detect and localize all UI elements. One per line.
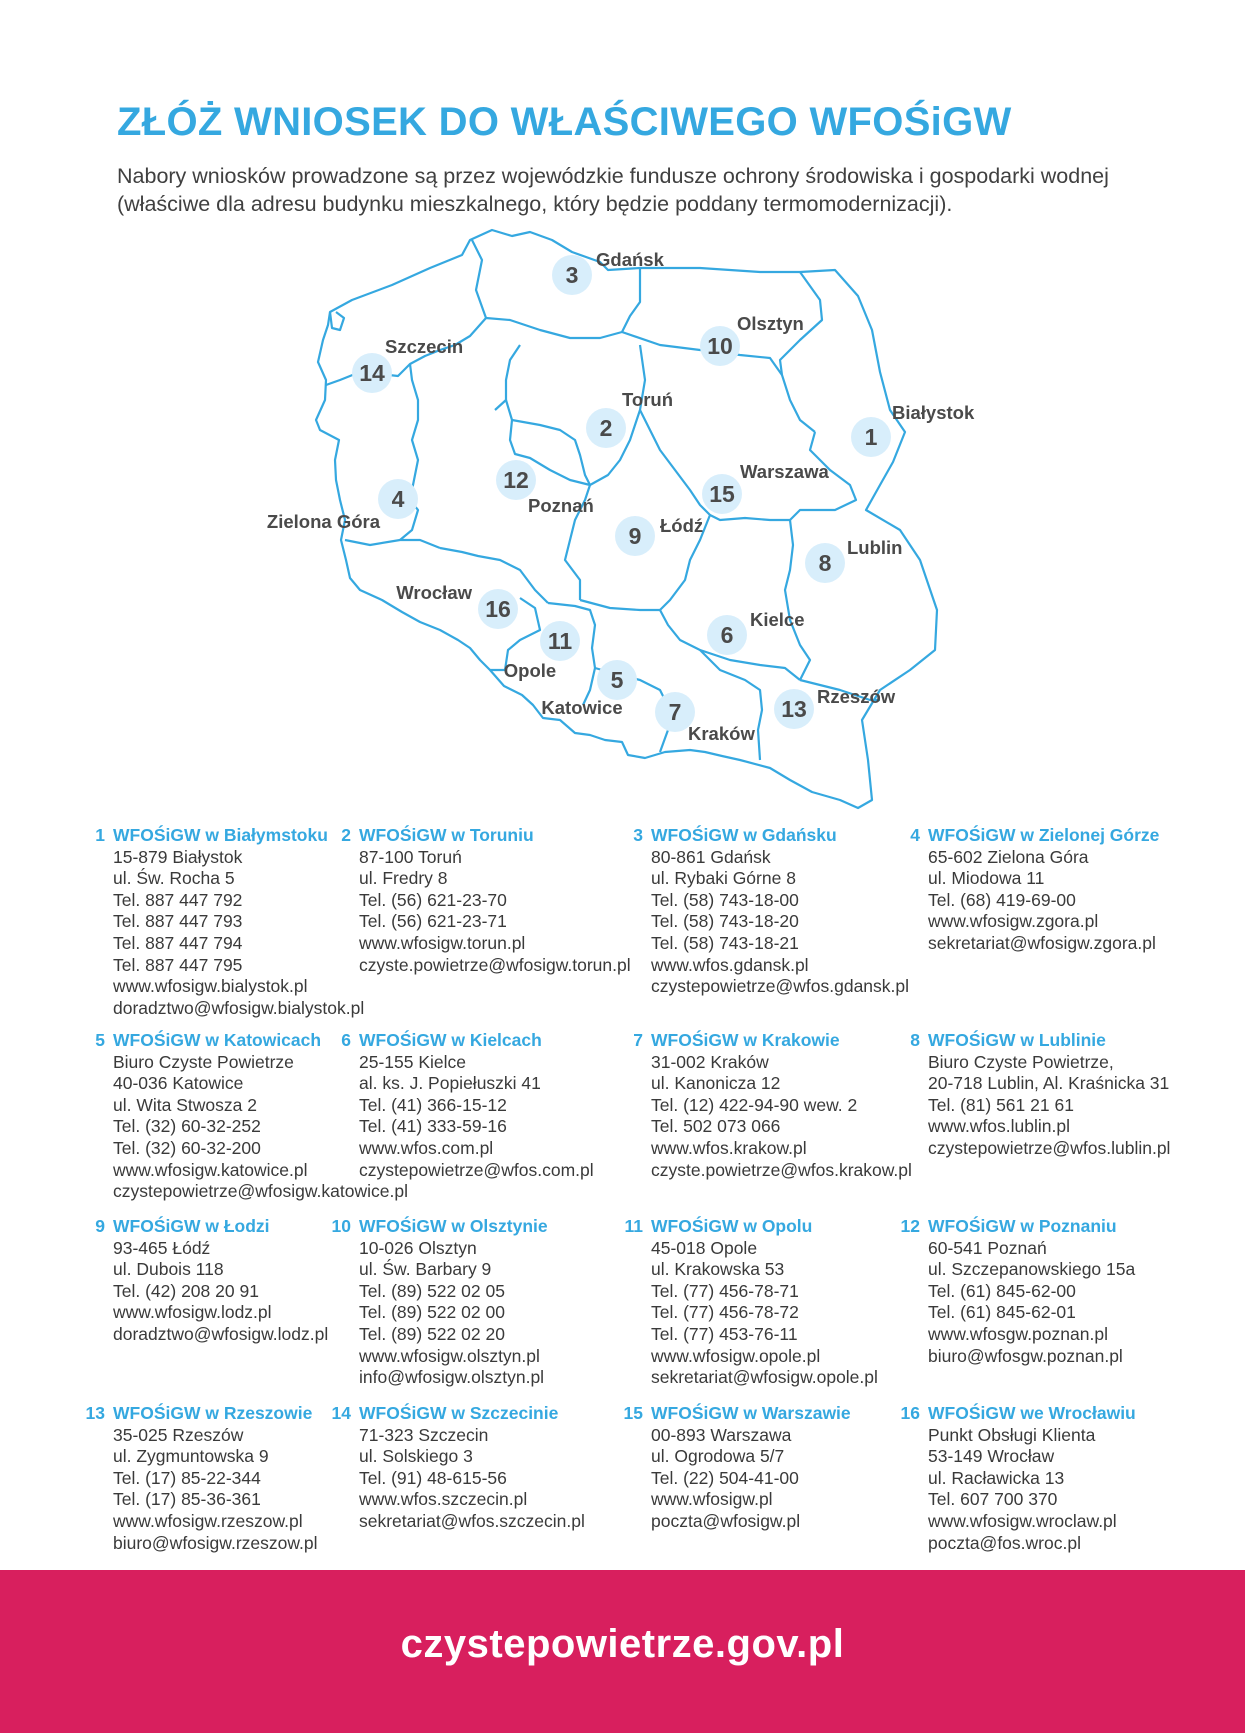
fund-block-11 — [624, 1216, 878, 1389]
fund-detail-line: 40-036 Katowice — [113, 1073, 244, 1094]
fund-block-4 — [910, 825, 1160, 955]
map-city-label: Zielona Góra — [266, 511, 380, 532]
fund-block-8 — [910, 1030, 1171, 1160]
map-marker-number: 11 — [547, 628, 573, 654]
map-marker-number: 16 — [485, 596, 511, 622]
map-marker-number: 10 — [707, 333, 733, 359]
map-city-label: Opole — [503, 660, 557, 681]
fund-email-link[interactable]: doradztwo@wfosigw.bialystok.pl — [113, 997, 365, 1018]
fund-number: 6 — [341, 1030, 351, 1050]
fund-name: WFOŚiGW w Kielcach — [359, 1030, 542, 1050]
intro-line-2: (właściwe dla adresu budynku mieszkalnego, który będzie poddany termomodernizacji). — [117, 192, 953, 216]
fund-website-link[interactable]: www.wfos.com.pl — [359, 1137, 494, 1158]
page-title: ZŁÓŻ WNIOSEK DO WŁAŚCIWEGO WFOŚiGW — [117, 100, 1012, 144]
fund-block-15 — [623, 1403, 851, 1533]
map-marker-3 — [552, 249, 665, 295]
fund-detail-line: ul. Krakowska 53 — [651, 1259, 785, 1280]
map-marker-number: 4 — [391, 486, 405, 512]
fund-heading — [900, 1216, 1135, 1238]
fund-website-link[interactable]: www.wfosigw.opole.pl — [651, 1345, 821, 1366]
map-marker-1 — [851, 402, 975, 457]
fund-email-link[interactable]: biuro@wfosgw.poznan.pl — [928, 1345, 1123, 1366]
fund-block-16 — [900, 1403, 1136, 1554]
fund-detail-line: Tel. (77) 453-76-11 — [651, 1323, 798, 1344]
fund-detail-line: Tel. (32) 60-32-200 — [113, 1137, 261, 1158]
fund-number: 1 — [95, 825, 105, 845]
fund-email-link[interactable]: sekretariat@wfosigw.zgora.pl — [928, 932, 1156, 953]
fund-number: 14 — [331, 1403, 351, 1423]
map-marker-16 — [396, 582, 518, 629]
poland-voivodeship-map — [0, 0, 1245, 820]
fund-detail-line: Tel. 887 447 794 — [113, 932, 243, 953]
fund-detail-line: Tel. (89) 522 02 00 — [359, 1302, 505, 1323]
fund-email-link[interactable]: sekretariat@wfos.szczecin.pl — [359, 1510, 585, 1531]
fund-name: WFOŚiGW w Katowicach — [113, 1030, 322, 1050]
fund-name: WFOŚiGW w Zielonej Górze — [928, 825, 1160, 845]
fund-detail-line: Tel. (77) 456-78-71 — [651, 1280, 799, 1301]
fund-name: WFOŚiGW w Białymstoku — [113, 825, 328, 845]
fund-detail-line: 35-025 Rzeszów — [113, 1424, 244, 1445]
border-lubuskie-dolnoslaskie — [345, 540, 440, 548]
fund-name: WFOŚiGW w Szczecinie — [359, 1403, 559, 1423]
fund-block-10 — [331, 1216, 548, 1389]
lagoon-outline — [330, 312, 344, 330]
footer-banner — [0, 1570, 1245, 1733]
fund-detail-line: 15-879 Białystok — [113, 846, 243, 867]
fund-heading — [331, 1216, 548, 1238]
fund-heading — [341, 1030, 594, 1052]
map-marker-number: 12 — [503, 467, 529, 493]
fund-block-9 — [95, 1216, 329, 1346]
fund-detail-line: Tel. (17) 85-22-344 — [113, 1467, 261, 1488]
map-marker-number: 7 — [668, 699, 682, 725]
map-city-label: Kraków — [688, 723, 755, 744]
fund-detail-line: ul. Kanonicza 12 — [651, 1073, 781, 1094]
fund-detail-line: al. ks. J. Popiełuszki 41 — [359, 1073, 541, 1094]
map-marker-14 — [352, 336, 463, 393]
fund-detail-line: 25-155 Kielce — [359, 1051, 467, 1072]
map-city-label: Warszawa — [740, 461, 829, 482]
map-city-label: Katowice — [541, 697, 623, 718]
fund-email-link[interactable]: czystepowietrze@wfosigw.katowice.pl — [113, 1181, 408, 1202]
fund-detail-line: Tel. (56) 621-23-70 — [359, 889, 507, 910]
fund-detail-line: ul. Zygmuntowska 9 — [113, 1446, 269, 1467]
footer-url[interactable]: czystepowietrze.gov.pl — [400, 1622, 845, 1666]
fund-detail-line: Tel. (56) 621-23-71 — [359, 911, 507, 932]
fund-detail-line: 10-026 Olsztyn — [359, 1237, 477, 1258]
map-city-label: Gdańsk — [596, 249, 664, 270]
fund-detail-line: 65-602 Zielona Góra — [928, 846, 1089, 867]
border-kujawy-west — [495, 345, 520, 410]
fund-name: WFOŚiGW w Rzeszowie — [113, 1403, 313, 1423]
fund-website-link[interactable]: www.wfos.gdansk.pl — [651, 954, 809, 975]
map-marker-number: 15 — [709, 481, 735, 507]
fund-email-link[interactable]: biuro@wfosigw.rzeszow.pl — [113, 1532, 318, 1553]
fund-heading — [900, 1403, 1136, 1425]
fund-detail-line: Tel. 502 073 066 — [651, 1116, 781, 1137]
fund-name: WFOŚiGW w Gdańsku — [651, 825, 837, 845]
fund-website-link[interactable]: www.wfosigw.torun.pl — [359, 932, 526, 953]
fund-detail-line: Tel. (42) 208 20 91 — [113, 1280, 259, 1301]
fund-heading — [910, 825, 1160, 847]
fund-website-link[interactable]: www.wfos.lublin.pl — [928, 1116, 1070, 1137]
fund-detail-line: Tel. (61) 845-62-01 — [928, 1302, 1076, 1323]
fund-detail-line: 20-718 Lublin, Al. Kraśnicka 31 — [928, 1073, 1170, 1094]
fund-website-link[interactable]: www.wfosigw.rzeszow.pl — [113, 1510, 303, 1531]
fund-email-link[interactable]: czystepowietrze@wfos.gdansk.pl — [651, 976, 910, 997]
fund-email-link[interactable]: poczta@wfosigw.pl — [651, 1510, 801, 1531]
fund-detail-line: ul. Rybaki Górne 8 — [651, 868, 796, 889]
fund-detail-line: ul. Ogrodowa 5/7 — [651, 1446, 785, 1467]
map-marker-number: 3 — [565, 262, 579, 288]
fund-name: WFOŚiGW we Wrocławiu — [928, 1403, 1136, 1423]
intro-line-1: Nabory wniosków prowadzone są przez wojewódzkie fundusze ochrony środowiska i gospodarki wodnej — [117, 164, 1109, 188]
fund-heading — [633, 825, 909, 847]
fund-number: 11 — [624, 1216, 643, 1236]
fund-number: 3 — [633, 825, 643, 845]
map-city-label: Białystok — [892, 402, 975, 423]
fund-detail-line: Tel. (68) 419-69-00 — [928, 889, 1076, 910]
fund-number: 12 — [900, 1216, 920, 1236]
fund-detail-line: Biuro Czyste Powietrze, — [928, 1051, 1114, 1072]
fund-heading — [341, 825, 631, 847]
fund-detail-line: 00-893 Warszawa — [651, 1424, 792, 1445]
map-marker-8 — [805, 537, 902, 583]
fund-name: WFOŚiGW w Poznaniu — [928, 1216, 1117, 1236]
fund-email-link[interactable]: sekretariat@wfosigw.opole.pl — [651, 1367, 878, 1388]
fund-website-link[interactable]: www.wfosgw.poznan.pl — [928, 1323, 1108, 1344]
map-marker-number: 1 — [864, 424, 878, 450]
fund-detail-line: Tel. (32) 60-32-252 — [113, 1116, 261, 1137]
map-marker-number: 5 — [610, 667, 624, 693]
fund-detail-line: Tel. (58) 743-18-00 — [651, 889, 799, 910]
fund-detail-line: Tel. (89) 522 02 20 — [359, 1323, 505, 1344]
fund-heading — [910, 1030, 1170, 1052]
fund-detail-line: 45-018 Opole — [651, 1237, 758, 1258]
fund-name: WFOŚiGW w Warszawie — [651, 1403, 851, 1423]
fund-detail-line: Tel. (61) 845-62-00 — [928, 1280, 1076, 1301]
border-west-pomeranian — [326, 240, 486, 385]
fund-detail-line: 80-861 Gdańsk — [651, 846, 771, 867]
map-marker-number: 13 — [781, 696, 807, 722]
fund-block-1 — [95, 825, 365, 1019]
fund-detail-line: ul. Św. Barbary 9 — [359, 1259, 492, 1280]
fund-name: WFOŚiGW w Opolu — [651, 1216, 813, 1236]
fund-detail-line: Tel. (89) 522 02 05 — [359, 1280, 505, 1301]
fund-detail-line: Tel. (17) 85-36-361 — [113, 1489, 261, 1510]
fund-block-2 — [341, 825, 631, 976]
fund-number: 10 — [331, 1216, 351, 1236]
map-city-label: Lublin — [847, 537, 903, 558]
fund-number: 2 — [341, 825, 351, 845]
fund-name: WFOŚiGW w Łodzi — [113, 1216, 270, 1236]
fund-heading — [95, 825, 364, 847]
fund-email-link[interactable]: doradztwo@wfosigw.lodz.pl — [113, 1323, 329, 1344]
fund-detail-line: ul. Fredry 8 — [359, 868, 448, 889]
border-warmia-podlaskie — [780, 272, 822, 432]
map-marker-number: 8 — [818, 550, 832, 576]
fund-detail-line: 71-323 Szczecin — [359, 1424, 489, 1445]
fund-detail-line: Tel. (77) 456-78-72 — [651, 1302, 799, 1323]
fund-heading — [633, 1030, 912, 1052]
map-city-label: Toruń — [622, 389, 674, 410]
fund-website-link[interactable]: www.wfosigw.pl — [651, 1489, 773, 1510]
fund-email-link[interactable]: czyste.powietrze@wfos.krakow.pl — [651, 1159, 912, 1180]
map-marker-number: 9 — [628, 523, 642, 549]
fund-heading — [624, 1216, 878, 1238]
fund-email-link[interactable]: czystepowietrze@wfos.com.pl — [359, 1159, 594, 1180]
fund-detail-line: Biuro Czyste Powietrze — [113, 1051, 294, 1072]
fund-detail-line: ul. Solskiego 3 — [359, 1446, 473, 1467]
fund-email-link[interactable]: info@wfosigw.olsztyn.pl — [359, 1367, 545, 1388]
fund-heading — [95, 1216, 328, 1238]
fund-detail-line: ul. Miodowa 11 — [928, 868, 1045, 889]
fund-email-link[interactable]: poczta@fos.wroc.pl — [928, 1532, 1081, 1553]
map-city-label: Kielce — [750, 609, 805, 630]
fund-number: 5 — [95, 1030, 105, 1050]
fund-heading — [623, 1403, 851, 1425]
border-lodzkie-mazowieckie — [640, 410, 710, 610]
fund-website-link[interactable]: www.wfos.krakow.pl — [651, 1137, 807, 1158]
fund-number: 7 — [633, 1030, 643, 1050]
fund-detail-line: Punkt Obsługi Klienta — [928, 1424, 1096, 1445]
fund-detail-line: Tel. (81) 561 21 61 — [928, 1094, 1074, 1115]
map-marker-number: 6 — [720, 622, 734, 648]
fund-detail-line: Tel. (58) 743-18-21 — [651, 932, 799, 953]
fund-website-link[interactable]: www.wfosigw.zgora.pl — [928, 911, 1099, 932]
map-marker-12 — [496, 460, 594, 516]
fund-detail-line: Tel. 607 700 370 — [928, 1489, 1058, 1510]
fund-email-link[interactable]: czystepowietrze@wfos.lublin.pl — [928, 1137, 1171, 1158]
map-city-label: Szczecin — [385, 336, 464, 357]
fund-detail-line: 53-149 Wrocław — [928, 1446, 1055, 1467]
map-city-label: Poznań — [528, 495, 594, 516]
fund-number: 4 — [910, 825, 920, 845]
fund-block-14 — [331, 1403, 585, 1533]
fund-number: 15 — [623, 1403, 643, 1423]
fund-detail-line: Tel. (58) 743-18-20 — [651, 911, 799, 932]
map-marker-6 — [707, 609, 805, 655]
fund-number: 8 — [910, 1030, 920, 1050]
border-lodzkie-south — [580, 600, 660, 610]
fund-heading — [331, 1403, 585, 1425]
fund-detail-line: Tel. 887 447 795 — [113, 954, 243, 975]
fund-email-link[interactable]: czyste.powietrze@wfosigw.torun.pl — [359, 954, 631, 975]
map-city-label: Rzeszów — [817, 686, 896, 707]
border-lubelskie-west — [785, 520, 810, 680]
fund-block-3 — [633, 825, 910, 998]
fund-detail-line: Tel. (91) 48-615-56 — [359, 1467, 507, 1488]
fund-website-link[interactable]: www.wfosigw.katowice.pl — [113, 1159, 308, 1180]
fund-detail-line: ul. Św. Rocha 5 — [113, 868, 235, 889]
map-marker-7 — [655, 692, 755, 744]
fund-block-6 — [341, 1030, 594, 1181]
map-city-label: Wrocław — [396, 582, 472, 603]
map-marker-13 — [774, 686, 896, 729]
fund-detail-line: Tel. (22) 504-41-00 — [651, 1467, 799, 1488]
fund-detail-line: ul. Racławicka 13 — [928, 1467, 1065, 1488]
fund-name: WFOŚiGW w Olsztynie — [359, 1216, 548, 1236]
fund-website-link[interactable]: www.wfosigw.bialystok.pl — [113, 976, 308, 997]
fund-name: WFOŚiGW w Lublinie — [928, 1030, 1106, 1050]
fund-detail-line: 31-002 Kraków — [651, 1051, 769, 1072]
fund-detail-line: 87-100 Toruń — [359, 846, 462, 867]
fund-number: 16 — [900, 1403, 920, 1423]
fund-name: WFOŚiGW w Krakowie — [651, 1030, 840, 1050]
fund-detail-line: ul. Dubois 118 — [113, 1259, 224, 1280]
fund-detail-line: 93-465 Łódź — [113, 1237, 211, 1258]
fund-detail-line: Tel. (41) 333-59-16 — [359, 1116, 507, 1137]
fund-website-link[interactable]: www.wfos.szczecin.pl — [359, 1489, 528, 1510]
fund-website-link[interactable]: www.wfosigw.olsztyn.pl — [359, 1345, 540, 1366]
fund-block-7 — [633, 1030, 912, 1181]
fund-detail-line: Tel. (41) 366-15-12 — [359, 1094, 507, 1115]
fund-detail-line: Tel. 887 447 793 — [113, 911, 243, 932]
map-city-label: Olsztyn — [737, 313, 804, 334]
map-marker-15 — [702, 461, 829, 514]
fund-detail-line: 60-541 Poznań — [928, 1237, 1047, 1258]
fund-number: 9 — [95, 1216, 105, 1236]
fund-heading — [85, 1403, 318, 1425]
map-marker-11 — [504, 621, 580, 681]
map-marker-number: 2 — [599, 415, 613, 441]
fund-block-13 — [85, 1403, 318, 1554]
fund-detail-line: ul. Wita Stwosza 2 — [113, 1094, 257, 1115]
fund-detail-line: Tel. (12) 422-94-90 wew. 2 — [651, 1094, 858, 1115]
fund-detail-line: Tel. 887 447 792 — [113, 889, 243, 910]
fund-website-link[interactable]: www.wfosigw.lodz.pl — [113, 1302, 272, 1323]
fund-number: 13 — [85, 1403, 105, 1423]
fund-block-12 — [900, 1216, 1136, 1367]
fund-website-link[interactable]: www.wfosigw.wroclaw.pl — [928, 1510, 1117, 1531]
map-marker-9 — [615, 515, 703, 556]
map-marker-number: 14 — [359, 360, 385, 386]
map-city-label: Łódź — [660, 515, 704, 536]
map-marker-10 — [700, 313, 804, 366]
fund-detail-line: ul. Szczepanowskiego 15a — [928, 1259, 1136, 1280]
fund-name: WFOŚiGW w Toruniu — [359, 825, 534, 845]
